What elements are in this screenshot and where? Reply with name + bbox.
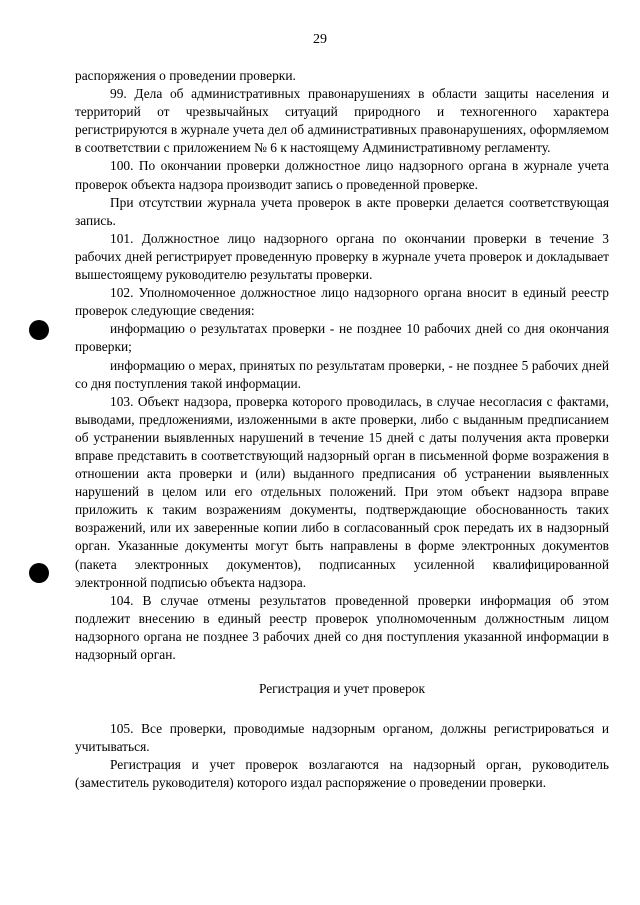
paragraph: 104. В случае отмены результатов проведенной проверки информация об этом подлежит внесению в единый реестр проверок уполномоченным должностным лицом надзорного органа не позднее 3 рабочих дней со дня поступления указанной информации в надзорный орган.	[75, 592, 609, 662]
paragraph: Регистрация и учет проверок возлагаются на надзорный орган, руководитель (заместитель руководителя) которого издал распоряжение о проведении проверки.	[75, 757, 609, 791]
page-number: 29	[313, 32, 327, 47]
document-body	[75, 67, 609, 793]
paragraph: 102. Уполномоченное должностное лицо надзорного органа вносит в единый реестр проверок следующие сведения:	[75, 285, 609, 319]
paragraph: 99. Дела об административных правонарушениях в области защиты населения и территорий от чрезвычайных ситуаций природного и техногенного характера регистрируются в журнале учета дел об административных правонарушениях, оформляемом в соответствии с приложением № 6 к настоящему Административному регламенту.	[75, 86, 609, 156]
paragraph: При отсутствии журнала учета проверок в акте проверки делается соответствующая запись.	[75, 194, 609, 228]
paragraph: 105. Все проверки, проводимые надзорным органом, должны регистрироваться и учитываться.	[75, 721, 609, 755]
paragraph: распоряжения о проведении проверки.	[75, 68, 296, 83]
paragraph: информацию о результатах проверки - не позднее 10 рабочих дней со дня окончания проверки;	[75, 321, 609, 355]
paragraph: 100. По окончании проверки должностное лицо надзорного органа в журнале учета проверок объекта надзора производит запись о проведенной проверке.	[75, 158, 609, 192]
paragraph: 101. Должностное лицо надзорного органа по окончании проверки в течение 3 рабочих дней регистрирует проведенную проверку в журнале учета проверок и докладывает вышестоящему руководителю результаты проверки.	[75, 230, 609, 283]
paragraph: 103. Объект надзора, проверка которого проводилась, в случае несогласия с фактами, выводами, предложениями, изложенными в акте проверки, либо с выданным предписанием об устранении выявленных нарушений в течение 15 дней с даты получения акта проверки вправе представить в соответствующий надзорный орган в письменной форме возражения в отношении акта проверки и (или) выданного предписания об устранении выявленных нарушений в целом или его отдельных положений. При этом объект надзора вправе приложить к таким возражениям документы, подтверждающие обоснованность таких возражений, или их заверенные копии либо в согласованный срок передать их в надзорный орган. Указанные документы могут быть направлены в форме электронных документов (пакета электронных документов), подписанных усиленной квалифицированной электронной подписью объекта надзора.	[75, 393, 609, 590]
section-heading: Регистрация и учет проверок	[258, 681, 426, 697]
punch-hole-top	[29, 320, 49, 340]
punch-hole-bottom	[29, 563, 49, 583]
paragraph: информацию о мерах, принятых по результатам проверки, - не позднее 5 рабочих дней со дня поступления такой информации.	[75, 357, 609, 391]
